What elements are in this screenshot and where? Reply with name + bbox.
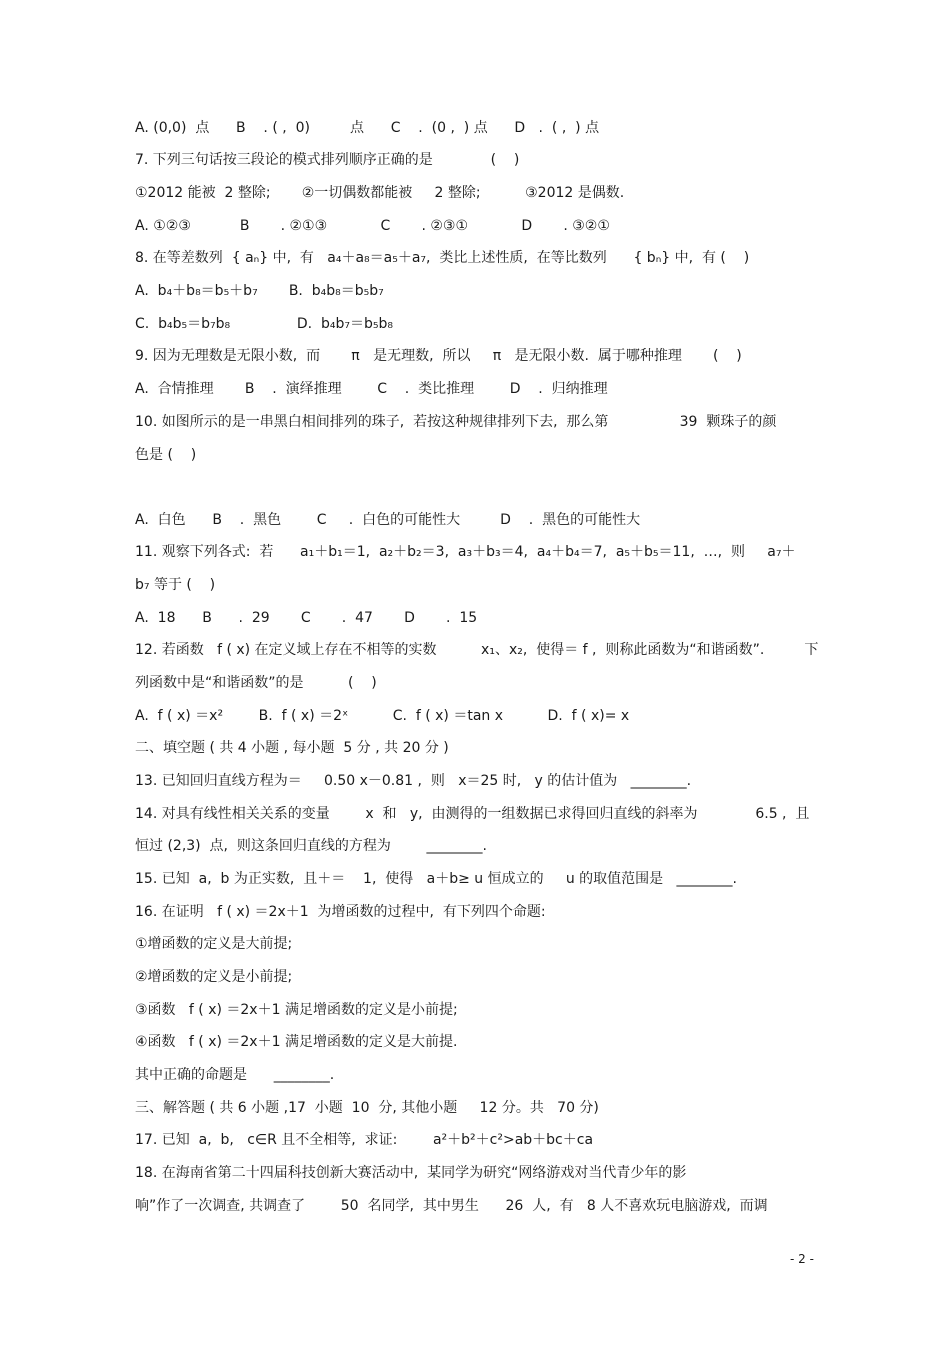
- q11-options: A. 18 B . 29 C . 47 D . 15: [135, 610, 478, 626]
- q10-stem-cont: 色是 ( ): [135, 447, 197, 463]
- q14-stem: 14. 对具有线性相关关系的变量 x 和 y, 由测得的一组数据已求得回归直线的斜率为 6.5 , 且: [135, 806, 810, 822]
- q12-stem-cont: 列函数中是“和谐函数”的是 ( ): [135, 675, 377, 691]
- q9-stem: 9. 因为无理数是无限小数, 而 π 是无理数, 所以 π 是无限小数. 属于哪种推理 ( ): [135, 348, 742, 364]
- q10-stem: 10. 如图所示的是一串黑白相间排列的珠子, 若按这种规律排列下去, 那么第 39 颗珠子的颜: [135, 414, 777, 430]
- page-number: - 2 -: [790, 1252, 814, 1266]
- q8-options-ab: A. b₄＋b₈＝b₅＋b₇ B. b₄b₈＝b₅b₇: [135, 283, 384, 299]
- q10-options: A. 白色 B . 黑色 C . 白色的可能性大 D . 黑色的可能性大: [135, 512, 641, 528]
- q8-stem: 8. 在等差数列 { aₙ} 中, 有 a₄＋a₈＝a₅＋a₇, 类比上述性质, 在等比数列 { bₙ} 中, 有 ( ): [135, 250, 750, 266]
- q17-stem: 17. 已知 a, b, c∈R 且不全相等, 求证: a²＋b²＋c²>ab＋bc＋ca: [135, 1132, 594, 1148]
- q13-stem: 13. 已知回归直线方程为＝ 0.50 x－0.81 , 则 x＝25 时, y 的估计值为 ________.: [135, 773, 692, 789]
- q7-stem: 7. 下列三句话按三段论的模式排列顺序正确的是 ( ): [135, 152, 520, 168]
- q16-proposition-2: ②增函数的定义是小前提;: [135, 969, 293, 985]
- q9-options: A. 合情推理 B . 演绎推理 C . 类比推理 D . 归纳推理: [135, 381, 608, 397]
- q16-question: 其中正确的命题是 ________.: [135, 1067, 335, 1083]
- q12-stem: 12. 若函数 f ( x) 在定义域上存在不相等的实数 x₁、x₂, 使得＝ f , 则称此函数为“和谐函数”. 下: [135, 642, 819, 658]
- section-2-heading: 二、填空题 ( 共 4 小题 , 每小题 5 分 , 共 20 分 ): [135, 740, 449, 756]
- q6-options: A. (0,0) 点 B . ( , 0) 点 C . (0 , ) 点 D . ( , ) 点: [135, 120, 600, 136]
- q15-stem: 15. 已知 a, b 为正实数, 且＋＝ 1, 使得 a＋b≥ u 恒成立的 u 的取值范围是 ________.: [135, 871, 737, 887]
- q16-proposition-1: ①增函数的定义是大前提;: [135, 936, 293, 952]
- q8-options-cd: C. b₄b₅＝b₇b₈ D. b₄b₇＝b₅b₈: [135, 316, 394, 332]
- q11-stem-cont: b₇ 等于 ( ): [135, 577, 216, 593]
- q16-stem: 16. 在证明 f ( x) ＝2x＋1 为增函数的过程中, 有下列四个命题:: [135, 904, 546, 920]
- q14-stem-cont: 恒过 (2,3) 点, 则这条回归直线的方程为 ________.: [135, 838, 487, 854]
- q11-stem: 11. 观察下列各式: 若 a₁＋b₁＝1, a₂＋b₂＝3, a₃＋b₃＝4, a₄＋b₄＝7, a₅＋b₅＝11, …, 则 a₇＋: [135, 544, 796, 560]
- q16-proposition-4: ④函数 f ( x) ＝2x＋1 满足增函数的定义是大前提.: [135, 1034, 458, 1050]
- q16-proposition-3: ③函数 f ( x) ＝2x＋1 满足增函数的定义是小前提;: [135, 1002, 458, 1018]
- q18-stem: 18. 在海南省第二十四届科技创新大赛活动中, 某同学为研究“网络游戏对当代青少年的影: [135, 1165, 687, 1181]
- q7-statements: ①2012 能被 2 整除; ②一切偶数都能被 2 整除; ③2012 是偶数.: [135, 185, 625, 201]
- q18-stem-cont: 响”作了一次调查, 共调查了 50 名同学, 其中男生 26 人, 有 8 人不喜欢玩电脑游戏, 而调: [135, 1198, 768, 1214]
- q7-options: A. ①②③ B . ②①③ C . ②③① D . ③②①: [135, 218, 610, 234]
- section-3-heading: 三、解答题 ( 共 6 小题 ,17 小题 10 分, 其他小题 12 分。共 70 分): [135, 1100, 599, 1116]
- q12-options: A. f ( x) ＝x² B. f ( x) ＝2ˣ C. f ( x) ＝tan x D. f ( x)= x: [135, 708, 630, 724]
